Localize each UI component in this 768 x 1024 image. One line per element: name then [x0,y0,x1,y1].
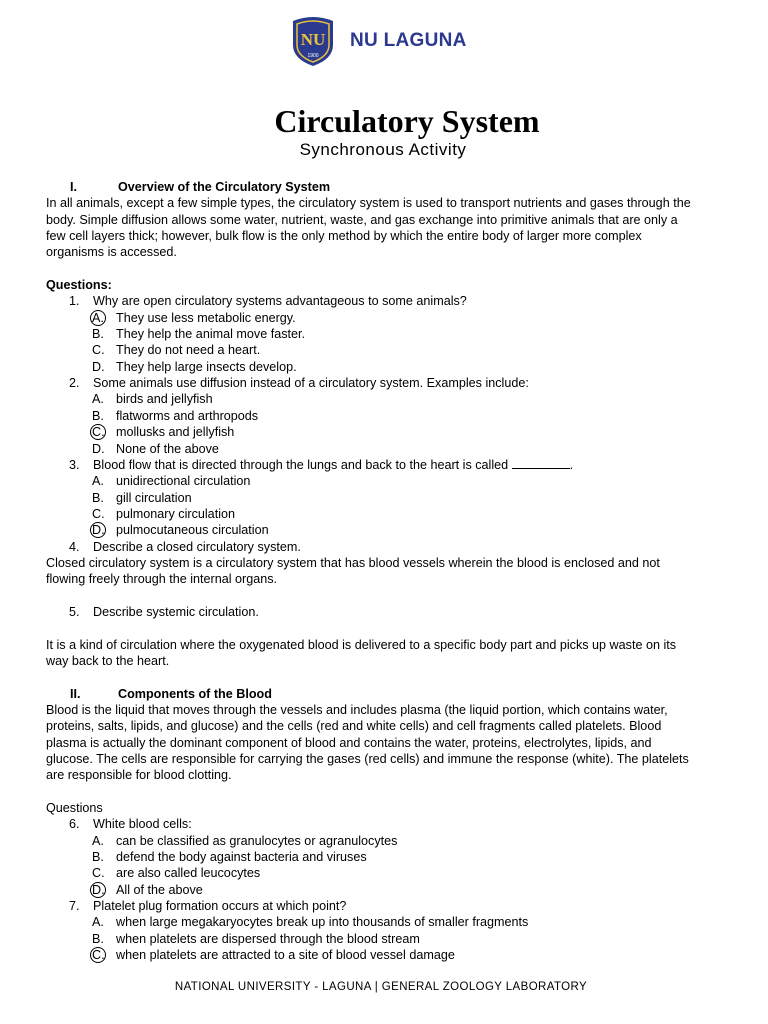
questions-label: Questions [46,801,103,816]
paragraph-line: glucose. The cells are responsible for carrying the gases (red cells) and immune the response (white). The platelets [46,752,689,767]
answer-option: A. can be classified as granulocytes or agranulocytes [92,833,398,848]
answer-option: A. when large megakaryocytes break up into thousands of smaller fragments [92,915,529,930]
page-title: Circulatory System [274,103,540,139]
answer-option: B. when platelets are dispersed through the blood stream [92,931,420,946]
answer-line: Closed circulatory system is a circulatory system that has blood vessels wherein the blood is enclosed and not [46,555,660,570]
brand-name: NU LAGUNA [350,30,467,51]
paragraph-line: few cell layers thick; however, bulk flow is the only method by which the entire body of larger more complex [46,229,642,244]
answer-option: B. They help the animal move faster. [92,327,306,342]
question: 1. Why are open circulatory systems advantageous to some animals? [69,294,467,309]
question: 6. White blood cells: [69,817,192,832]
answer-line: flowing freely through the internal organs. [46,572,278,587]
paragraph-line: In all animals, except a few simple types, the circulatory system is used to transport nutrients and gases through the [46,196,691,211]
answer-option: C. pulmonary circulation [92,506,235,521]
answer-option: D. All of the above [92,882,203,897]
document-body [46,179,736,964]
selected-answer-circle [90,310,106,326]
section-heading: II. Components of the Blood [70,686,272,701]
paragraph-line: plasma is actually the dominant component of blood and contains the water, proteins, electrolytes, lipids, and [46,735,652,750]
question: 3. Blood flow that is directed through the lungs and back to the heart is called . [69,457,574,472]
section-heading: I. Overview of the Circulatory System [70,180,331,194]
answer-option: C. when platelets are attracted to a site of blood vessel damage [92,948,455,963]
answer-option: A. birds and jellyfish [92,392,213,407]
paragraph-line: are responsible for blood clotting. [46,768,232,783]
answer-option: C. are also called leucocytes [92,866,261,881]
answer-option: D. pulmocutaneous circulation [92,523,269,538]
paragraph-line: organisms is accessed. [46,245,177,260]
answer-option: C. mollusks and jellyfish [92,425,235,440]
answer-option: D. None of the above [92,441,219,456]
selected-answer-circle [90,882,106,898]
answer-option: B. flatworms and arthropods [92,408,259,423]
answer-option: A. They use less metabolic energy. [92,310,296,325]
paragraph-line: proteins, salts, lipids, and glucose) and the cells (red and white cells) and cell fragments called platelets. Blood [46,719,662,734]
page-subtitle: Synchronous Activity [299,140,467,159]
answer-option: D. They help large insects develop. [92,359,297,374]
answer-option: B. gill circulation [92,490,192,505]
svg-text:NU: NU [300,30,326,49]
answer-option: C. They do not need a heart. [92,343,261,358]
answer-line: way back to the heart. [46,653,170,668]
answer-option: B. defend the body against bacteria and viruses [92,850,367,865]
svg-text:1900: 1900 [307,53,319,59]
questions-label: Questions: [46,278,112,293]
answer-line: It is a kind of circulation where the oxygenated blood is delivered to a specific body part and picks up waste on its [46,637,677,652]
paragraph-line: body. Simple diffusion allows some water, nutrient, waste, and gas exchange into primitive animals that are only a [46,212,678,227]
question: 5. Describe systemic circulation. [69,604,259,619]
header-logo [289,15,467,67]
fill-in-blank [512,457,570,469]
paragraph-line: Blood is the liquid that moves through the vessels and includes plasma (the liquid portion, which contains water, [46,703,668,717]
answer-option: A. unidirectional circulation [92,474,251,489]
nu-shield-icon [289,15,337,67]
question: 4. Describe a closed circulatory system. [69,539,301,554]
page-footer: NATIONAL UNIVERSITY - LAGUNA | GENERAL ZOOLOGY LABORATORY [174,981,588,993]
question: 2. Some animals use diffusion instead of a circulatory system. Examples include: [69,376,529,391]
question: 7. Platelet plug formation occurs at which point? [69,899,347,914]
